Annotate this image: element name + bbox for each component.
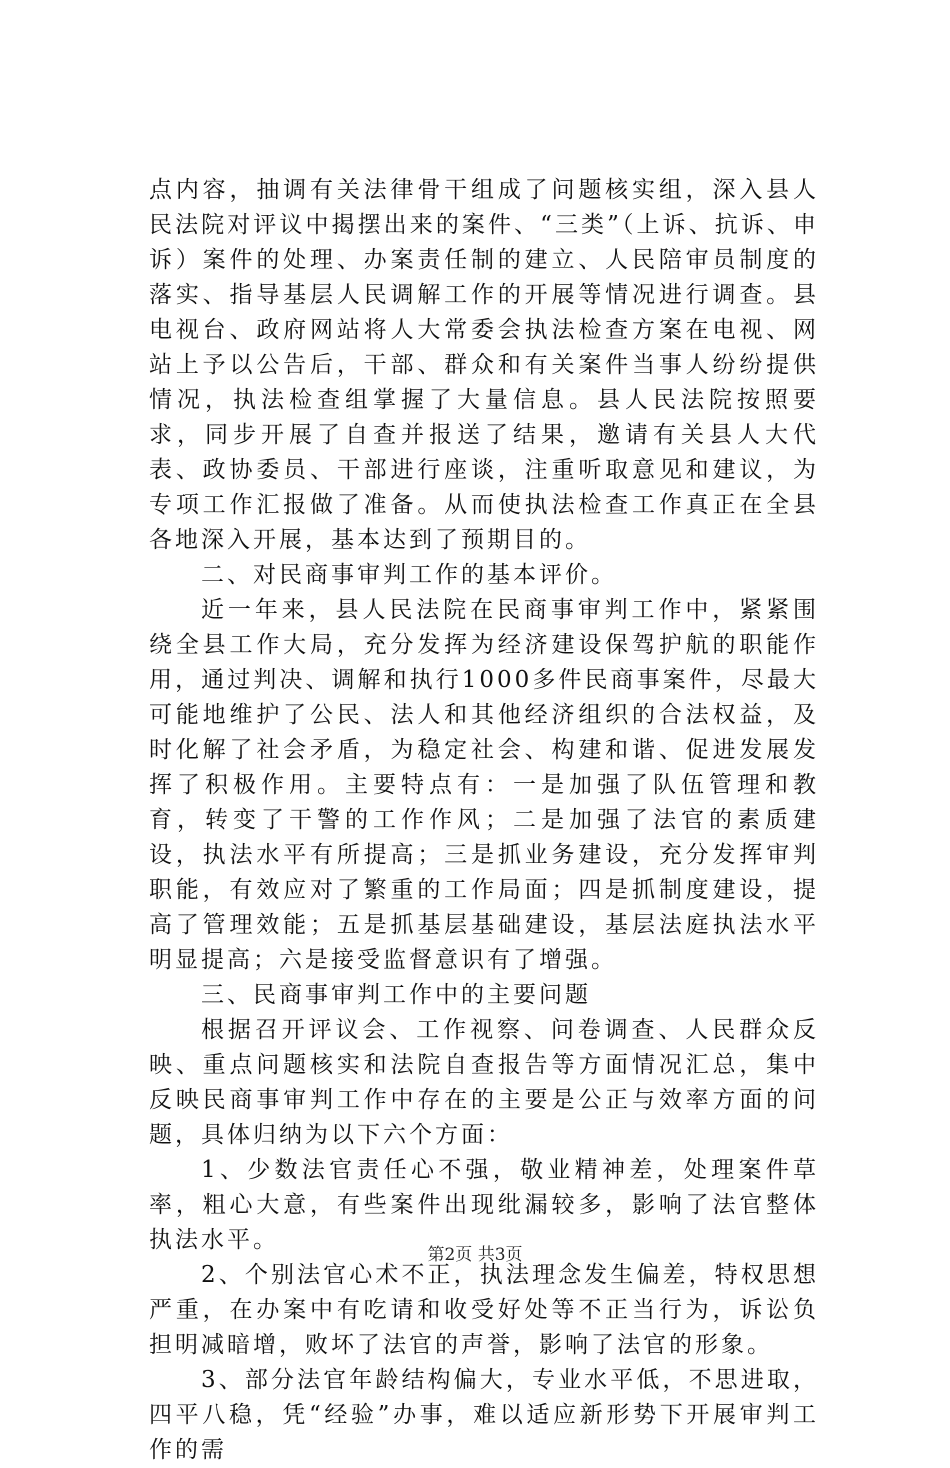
- section-heading-2: 二、对民商事审判工作的基本评价。: [201, 562, 617, 588]
- list-item-1: 1、少数法官责任心不强，敬业精神差，处理案件草率，粗心大意，有些案件出现纰漏较多，影响了法官整体执法水平。: [149, 1157, 819, 1253]
- page-footer: 第2页 共3页: [427, 1245, 523, 1265]
- paragraph-problems-intro: 根据召开评议会、工作视察、问卷调查、人民群众反映、重点问题核实和法院自查报告等方面情况汇总，集中反映民商事审判工作中存在的主要是公正与效率方面的问题，具体归纳为以下六个方面：: [149, 1017, 819, 1148]
- list-item-2: 2、个别法官心术不正，执法理念发生偏差，特权思想严重，在办案中有吃请和收受好处等不正当行为，诉讼负担明减暗增，败坏了法官的声誉，影响了法官的形象。: [149, 1262, 819, 1358]
- document-body: [149, 173, 819, 1468]
- section-heading-3: 三、民商事审判工作中的主要问题: [201, 982, 591, 1008]
- paragraph-continuation: 点内容，抽调有关法律骨干组成了问题核实组，深入县人民法院对评议中揭摆出来的案件、“三类”（上诉、抗诉、申诉）案件的处理、办案责任制的建立、人民陪审员制度的落实、指导基层人民调解工作的开展等情况进行调查。县电视台、政府网站将人大常委会执法检查方案在电视、网站上予以公告后，干部、群众和有关案件当事人纷纷提供情况，执法检查组掌握了大量信息。县人民法院按照要求，同步开展了自查并报送了结果，邀请有关县人大代表、政协委员、干部进行座谈，注重听取意见和建议，为专项工作汇报做了准备。从而使执法检查工作真正在全县各地深入开展，基本达到了预期目的。: [149, 177, 819, 553]
- paragraph-evaluation: 近一年来，县人民法院在民商事审判工作中，紧紧围绕全县工作大局，充分发挥为经济建设保驾护航的职能作用，通过判决、调解和执行1000多件民商事案件，尽最大可能地维护了公民、法人和其他经济组织的合法权益，及时化解了社会矛盾，为稳定社会、构建和谐、促进发展发挥了积极作用。主要特点有：一是加强了队伍管理和教育，转变了干警的工作作风；二是加强了法官的素质建设，执法水平有所提高；三是抓业务建设，充分发挥审判职能，有效应对了繁重的工作局面；四是抓制度建设，提高了管理效能；五是抓基层基础建设，基层法庭执法水平明显提高；六是接受监督意识有了增强。: [149, 597, 819, 973]
- list-item-3: 3、部分法官年龄结构偏大，专业水平低，不思进取，四平八稳，凭“经验”办事，难以适应新形势下开展审判工作的需: [149, 1367, 819, 1463]
